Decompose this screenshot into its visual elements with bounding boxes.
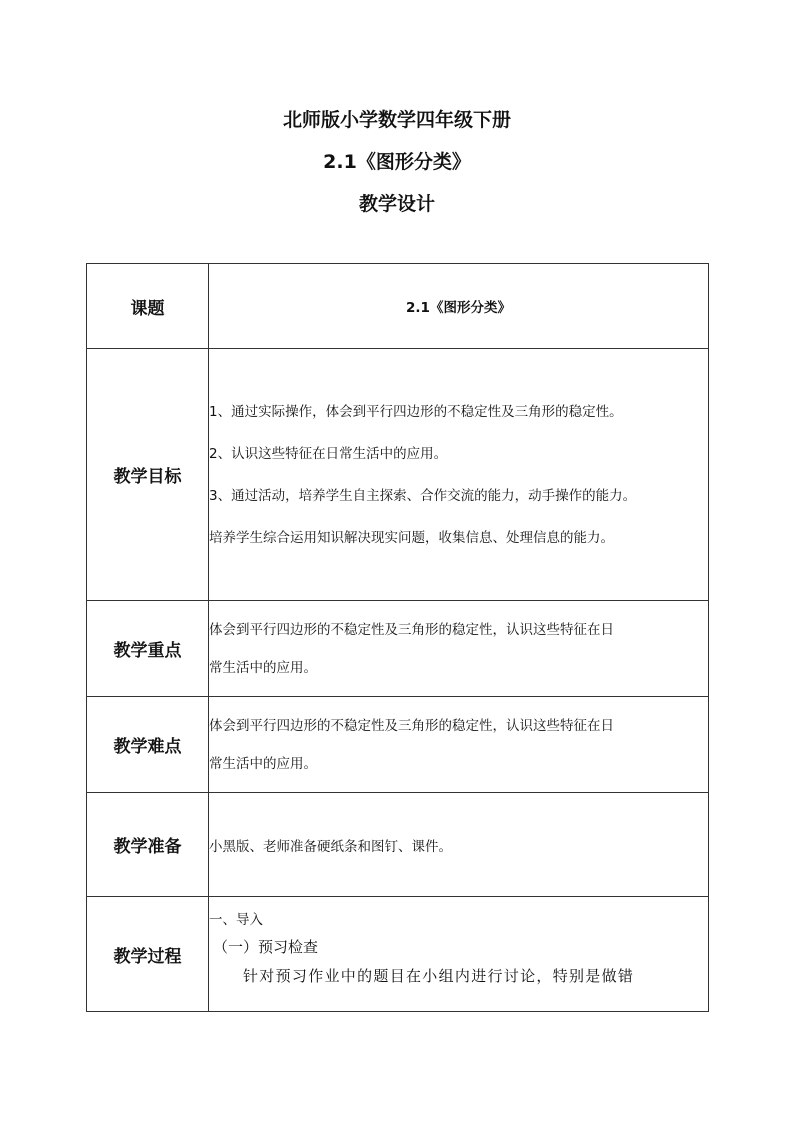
difficult-line: 常生活中的应用。 (209, 755, 317, 772)
process-line: （一）预习检查 (213, 938, 319, 956)
goal-item: 培养学生综合运用知识解决现实问题，收集信息、处理信息的能力。 (209, 529, 614, 546)
process-cell (209, 897, 709, 1012)
prep-label: 教学准备 (87, 793, 209, 897)
difficult-label: 教学难点 (87, 697, 209, 793)
key-label: 教学重点 (87, 601, 209, 697)
goals-label: 教学目标 (87, 349, 209, 601)
key-cell (209, 601, 709, 697)
table-row-topic (87, 264, 709, 349)
goal-item: 2、认识这些特征在日常生活中的应用。 (209, 445, 448, 462)
table-row-key (87, 601, 709, 697)
document-subtitle: 教学设计 (358, 193, 435, 215)
process-line: 一、导入 (209, 912, 263, 928)
table-row-goals (87, 349, 709, 601)
goal-item: 1、通过实际操作，体会到平行四边形的不稳定性及三角形的稳定性。 (209, 403, 623, 420)
table-row-difficult (87, 697, 709, 793)
table-row-prep (87, 793, 709, 897)
process-label: 教学过程 (87, 897, 209, 1012)
process-line: 针对预习作业中的题目在小组内进行讨论，特别是做错 (243, 967, 635, 985)
lesson-title: 2.1《图形分类》 (323, 151, 471, 173)
lesson-plan-table (86, 263, 709, 1012)
key-line: 体会到平行四边形的不稳定性及三角形的稳定性，认识这些特征在日 (209, 621, 614, 638)
goals-cell (209, 349, 709, 601)
topic-label: 课题 (87, 264, 209, 349)
key-line: 常生活中的应用。 (209, 659, 317, 676)
difficult-cell (209, 697, 709, 793)
difficult-line: 体会到平行四边形的不稳定性及三角形的稳定性，认识这些特征在日 (209, 717, 614, 734)
goal-item: 3、通过活动，培养学生自主探索、合作交流的能力，动手操作的能力。 (209, 487, 637, 504)
document-title: 北师版小学数学四年级下册 (282, 109, 511, 131)
table-row-process (87, 897, 709, 1012)
topic-value: 2.1《图形分类》 (209, 264, 709, 349)
prep-value: 小黑版、老师准备硬纸条和图钉、课件。 (209, 793, 709, 897)
